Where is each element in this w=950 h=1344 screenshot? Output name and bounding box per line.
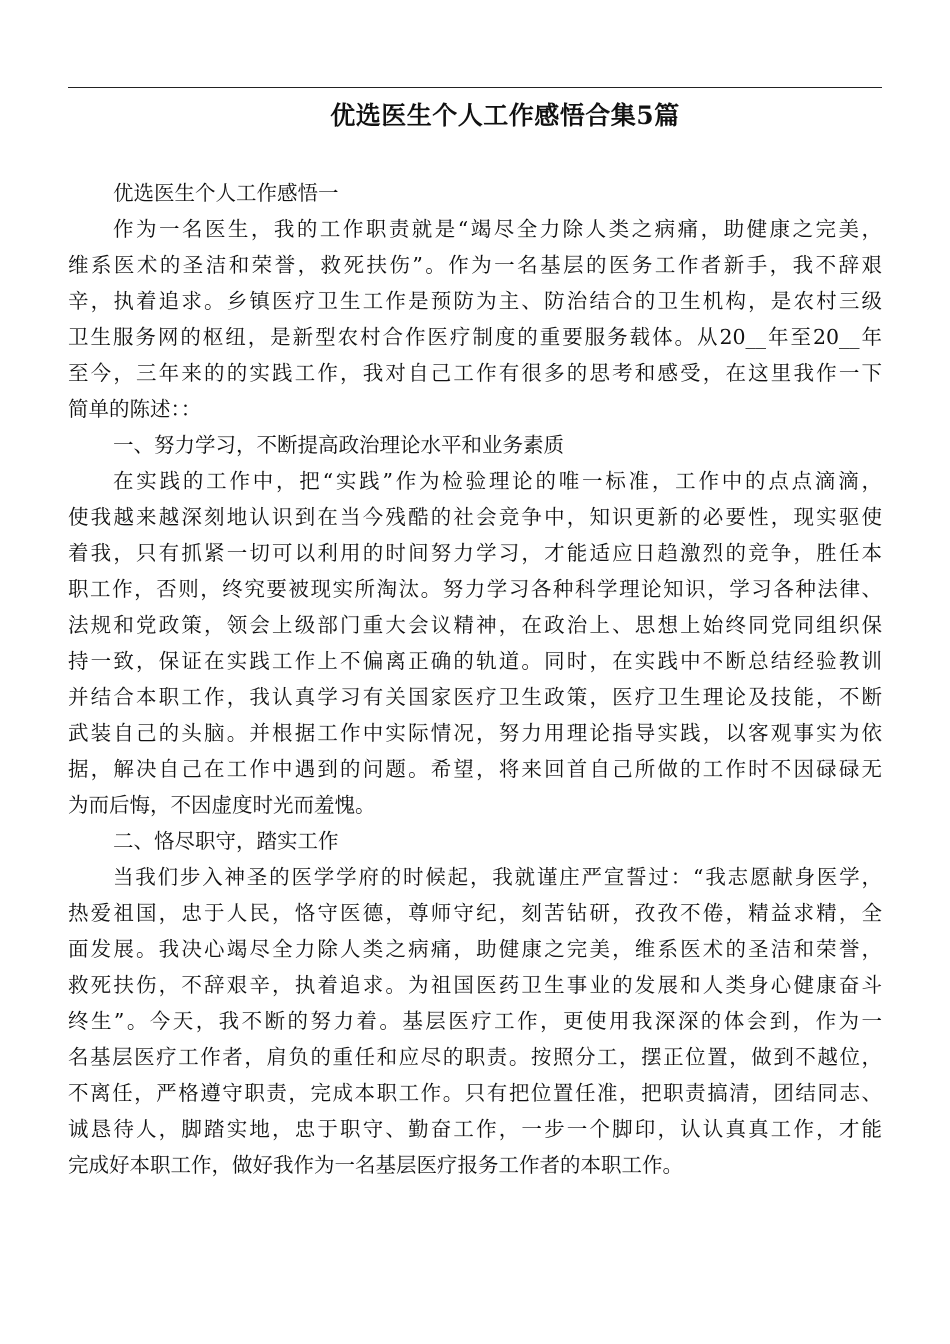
text-line: 二、恪尽职守，踏实工作 [113,829,339,853]
text-line: 武装自己的头脑。并根据工作中实际情况，努力用理论指导实践，以客观事实为依 [68,721,882,745]
text-line: 优选医生个人工作感悟一 [113,181,339,205]
document-body [68,175,882,1183]
text-line: 至今，三年来的的实践工作，我对自己工作有很多的思考和感受，在这里我作一下 [68,361,882,385]
document-title: 优选医生个人工作感悟合集5篇 [330,101,680,130]
text-line: 名基层医疗工作者，肩负的重任和应尽的职责。按照分工，摆正位置，做到不越位， [68,1045,882,1069]
text-line: 热爱祖国，忠于人民，恪守医德，尊师守纪，刻苦钻研，孜孜不倦，精益求精，全 [68,901,882,925]
body-paragraph [68,211,882,427]
body-paragraph [68,463,882,823]
text-line: 据，解决自己在工作中遇到的问题。希望，将来回首自己所做的工作时不因碌碌无 [68,757,882,781]
text-line: 职工作，否则，终究要被现实所淘汰。努力学习各种科学理论知识，学习各种法律、 [68,577,882,601]
text-line: 法规和党政策，领会上级部门重大会议精神，在政治上、思想上始终同党同组织保 [68,613,882,637]
text-line: 简单的陈述：： [68,397,202,421]
text-line: 终生”。今天，我不断的努力着。基层医疗工作，更使用我深深的体会到，作为一 [68,1009,882,1033]
text-line: 面发展。我决心竭尽全力除人类之病痛，助健康之完美，维系医术的圣洁和荣誉， [68,937,882,961]
text-line: 在实践的工作中，把“实践”作为检验理论的唯一标准，工作中的点点滴滴， [113,469,882,493]
text-line: 完成好本职工作，做好我作为一名基层医疗报务工作者的本职工作。 [68,1153,683,1177]
section-heading [68,823,882,859]
section-heading [68,427,882,463]
text-line: 作为一名医生，我的工作职责就是“竭尽全力除人类之病痛，助健康之完美， [113,217,882,241]
text-line: 为而后悔，不因虚度时光而羞愧。 [68,793,376,817]
text-line: 维系医术的圣洁和荣誉，救死扶伤”。作为一名基层的医务工作者新手，我不辞艰 [68,253,882,277]
text-line: 不离任，严格遵守职责，完成本职工作。只有把位置任准，把职责搞清，团结同志、 [68,1081,882,1105]
section-heading [68,175,882,211]
text-line: 救死扶伤，不辞艰辛，执着追求。为祖国医药卫生事业的发展和人类身心健康奋斗 [68,973,882,997]
text-line: 辛，执着追求。乡镇医疗卫生工作是预防为主、防治结合的卫生机构，是农村三级 [68,289,882,313]
text-line: 卫生服务网的枢纽，是新型农村合作医疗制度的重要服务载体。从20__年至20__年 [68,325,882,349]
header-rule [68,87,882,88]
text-line: 一、努力学习，不断提高政治理论水平和业务素质 [113,433,564,457]
text-line: 着我，只有抓紧一切可以利用的时间努力学习，才能适应日趋激烈的竞争，胜任本 [68,541,882,565]
text-line: 当我们步入神圣的医学学府的时候起，我就谨庄严宣誓过：“我志愿献身医学， [113,865,882,889]
text-line: 持一致，保证在实践工作上不偏离正确的轨道。同时，在实践中不断总结经验教训 [68,649,882,673]
text-line: 并结合本职工作，我认真学习有关国家医疗卫生政策，医疗卫生理论及技能，不断 [68,685,882,709]
body-paragraph [68,859,882,1183]
text-line: 诚恳待人，脚踏实地，忠于职守、勤奋工作，一步一个脚印，认认真真工作，才能 [68,1117,882,1141]
text-line: 使我越来越深刻地认识到在当今残酷的社会竞争中，知识更新的必要性，现实驱使 [68,505,882,529]
